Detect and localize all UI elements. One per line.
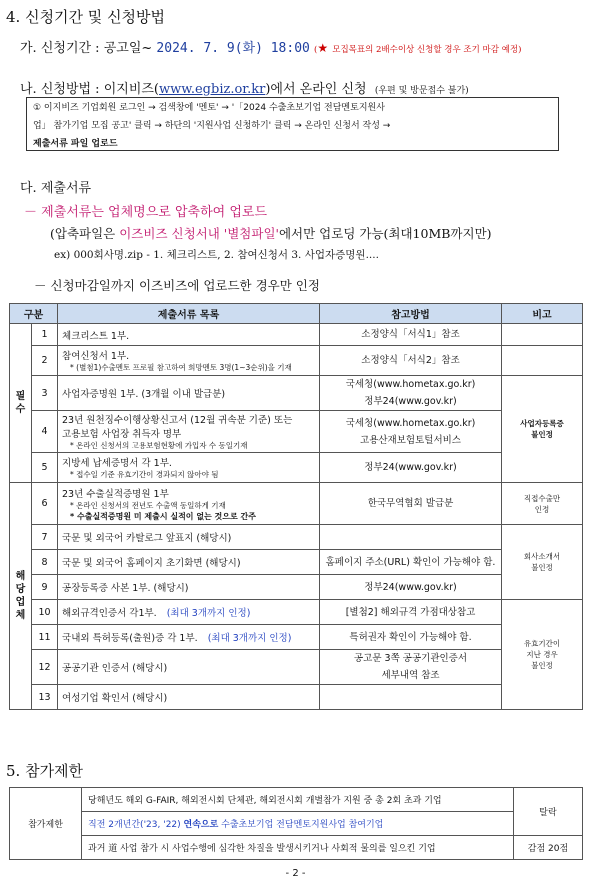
restriction-result-1: 탈락 [514, 788, 583, 836]
header-method: 참고방법 [320, 304, 502, 324]
document-limit: (최대 3개까지 인정) [207, 633, 292, 644]
documents-note-1: － 제출서류는 업체명으로 압축하여 업로드 [24, 205, 268, 220]
period-note-close: ) [518, 45, 522, 55]
table-row [10, 836, 583, 860]
restriction-result-2: 감점 20점 [514, 836, 583, 860]
reference-method: 국세청(www.hometax.go.kr) 고용산재보험토털서비스 [320, 411, 502, 453]
row-number: 5 [32, 453, 58, 483]
document-name [58, 575, 320, 600]
reference-method: 소정양식「서식1」참조 [320, 324, 502, 346]
table-row [10, 575, 583, 600]
reference-method: 한국무역협회 발급분 [320, 483, 502, 525]
reference-method: 국세청(www.hometax.go.kr) 정부24(www.gov.kr) [320, 376, 502, 411]
remark: 사업자등록증 불인정 [502, 376, 583, 483]
row-number: 11 [32, 625, 58, 650]
remark: 직접수출만 인정 [502, 483, 583, 525]
remark [502, 346, 583, 376]
document-name [58, 346, 320, 376]
restriction-1: 당해년도 해외 G-FAIR, 해외전시회 단체관, 해외전시회 개별참가 지원 중 총 2회 초과 기업 [82, 788, 514, 812]
table-row [10, 411, 583, 453]
note2-c: 에서만 업로딩 가능(최대10MB까지만) [278, 226, 492, 241]
document-text: 체크리스트 1부. [62, 330, 130, 342]
steps-line: 제출서류 파일 업로드 [33, 139, 118, 149]
period-note-open: ( [314, 45, 318, 55]
document-subnote-bold: * 수출실적증명원 미 제출시 실적이 없는 것으로 간주 [70, 511, 256, 521]
document-subnote: * 접수일 기준 유효기간이 경과되지 않아야 됨 [70, 470, 219, 479]
steps-line: ① 이지비즈 기업회원 로그인 → 검색창에 '멘토' → '「2024 수출초보기업 전담멘토지원사 [33, 103, 385, 113]
document-text: 23년 수출실적증명원 1부 [62, 488, 169, 500]
table-row [10, 324, 583, 346]
restriction-3: 과거 道 사업 참가 시 사업수행에 심각한 차질을 발생시키거나 사회적 물의를 일으킨 기업 [82, 836, 514, 860]
category-optional: 해 당 업 체 [10, 483, 32, 710]
row-number: 12 [32, 650, 58, 685]
application-steps-box [26, 97, 559, 151]
table-row [10, 483, 583, 525]
document-name [58, 324, 320, 346]
section-4-title: 4. 신청기간 및 신청방법 [6, 8, 166, 26]
row-number: 6 [32, 483, 58, 525]
row-number: 13 [32, 685, 58, 710]
table-row [10, 550, 583, 575]
table-row [10, 453, 583, 483]
table-row [10, 525, 583, 550]
restrictions-category: 참가제한 [10, 788, 82, 860]
page-number: - 2 - [285, 868, 306, 879]
restrictions-table [9, 787, 583, 860]
header-docs: 제출서류 목록 [58, 304, 320, 324]
document-text: 해외규격인증서 각1부. [62, 608, 157, 619]
period-deadline: 2024. 7. 9(화) 18:00 [156, 41, 310, 56]
documents-heading: 다. 제출서류 [20, 181, 92, 196]
document-text: 참여신청서 1부. [62, 351, 130, 362]
document-subnote: * (별첨1)수출멘토 프로필 참고하여 희망멘토 3명(1~3순위)을 기재 [70, 363, 292, 372]
steps-line: 업」 참가기업 모집 공고' 클릭 → 하단의 '지원사업 신청하기' 클릭 → 온라인 신청서 작성 → [33, 121, 391, 131]
document-limit: (최대 3개까지 인정) [166, 608, 251, 619]
reference-method: 특허권자 확인이 가능해야 함. [320, 625, 502, 650]
note2-a: (압축파일은 [50, 226, 120, 241]
document-name [58, 411, 320, 453]
method-after: )에서 온라인 신청 [265, 82, 367, 97]
row-number: 10 [32, 600, 58, 625]
document-text: 국문 및 외국어 카탈로그 앞표지 (해당시) [62, 533, 232, 544]
document-name [58, 600, 320, 625]
documents-table [9, 303, 583, 710]
document-text: 공공기관 인증서 (해당시) [62, 663, 168, 674]
document-name [58, 550, 320, 575]
remark: 회사소개서 불인정 [502, 525, 583, 600]
table-row [10, 788, 583, 812]
category-required: 필 수 [10, 324, 32, 483]
document-name [58, 376, 320, 411]
table-row [10, 376, 583, 411]
document-name [58, 650, 320, 685]
row-number: 9 [32, 575, 58, 600]
document-name [58, 685, 320, 710]
document-name [58, 483, 320, 525]
table-row [10, 625, 583, 650]
star-icon: ★ [317, 41, 329, 55]
table-row [10, 685, 583, 710]
period-from: 공고일~ [103, 41, 153, 56]
header-category: 구분 [10, 304, 58, 324]
row-number: 4 [32, 411, 58, 453]
document-text: 국문 및 외국어 홈페이지 초기화면 (해당시) [62, 558, 241, 569]
remark [502, 324, 583, 346]
restriction-2 [82, 812, 514, 836]
reference-method: 공고문 3쪽 공공기관인증서 세부내역 참조 [320, 650, 502, 685]
document-text: 23년 원천징수이행상황신고서 (12월 귀속분 기준) 또는 고용보험 사업장 취득자 명부 [62, 415, 293, 440]
documents-note-2 [50, 224, 492, 242]
reference-method: 정부24(www.gov.kr) [320, 575, 502, 600]
document-subnote: * 온라인 신청서의 전년도 수출액 동일하게 기재 [70, 500, 226, 510]
method-label: 나. 신청방법 : 이지비즈( [20, 82, 160, 97]
reference-method [320, 685, 502, 710]
section-5-title: 5. 참가제한 [6, 762, 84, 780]
reference-method: 정부24(www.gov.kr) [320, 453, 502, 483]
table-header-row [10, 304, 583, 324]
egbiz-link[interactable]: www.egbiz.or.kr [159, 82, 266, 97]
method-note: (우편 및 방문접수 불가) [374, 86, 469, 96]
header-remark: 비고 [502, 304, 583, 324]
table-row [10, 600, 583, 625]
document-name [58, 625, 320, 650]
row-number: 8 [32, 550, 58, 575]
document-text: 사업자증명원 1부. (3개월 이내 발급분) [62, 389, 226, 400]
restriction-2-bold: 연속으로 [183, 820, 219, 830]
reference-method: 소정양식「서식2」참조 [320, 346, 502, 376]
restriction-2-c: 수출초보기업 전담멘토지원사업 참여기업 [218, 820, 384, 830]
documents-note-4: － 신청마감일까지 이즈비즈에 업로드한 경우만 인정 [34, 278, 320, 293]
table-row [10, 650, 583, 685]
note2-b: 이즈비즈 신청서내 '별첨파일' [119, 226, 279, 241]
application-method [20, 78, 469, 97]
table-row [10, 812, 583, 836]
document-text: 공장등록증 사본 1부. (해당시) [62, 583, 189, 594]
reference-method [320, 525, 502, 550]
document-subnote: * 온라인 신청서의 고용보험현황에 가입자 수 동일기재 [70, 441, 248, 450]
document-text: 여성기업 확인서 (해당시) [62, 693, 168, 704]
row-number: 1 [32, 324, 58, 346]
application-period [20, 37, 521, 56]
remark: 유효기간이 지난 경우 불인정 [502, 600, 583, 710]
reference-method: [별첨2] 해외규격 가점대상참고 [320, 600, 502, 625]
document-name [58, 453, 320, 483]
period-note: 모집목표의 2배수이상 신청할 경우 조기 마감 예정 [332, 45, 519, 55]
row-number: 7 [32, 525, 58, 550]
documents-example: ex) 000회사명.zip - 1. 체크리스트, 2. 참여신청서 3. 사업자증명원.... [54, 249, 379, 261]
restriction-2-a: 직전 2개년간('23, '22) [88, 820, 184, 830]
table-row [10, 346, 583, 376]
reference-method: 홈페이지 주소(URL) 확인이 가능해야 함. [320, 550, 502, 575]
period-label: 가. 신청기간 : [20, 41, 104, 56]
row-number: 2 [32, 346, 58, 376]
document-text: 국내외 특허등록(출원)증 각 1부. [62, 633, 198, 644]
row-number: 3 [32, 376, 58, 411]
document-name [58, 525, 320, 550]
document-text: 지방세 납세증명서 각 1부. [62, 458, 172, 469]
